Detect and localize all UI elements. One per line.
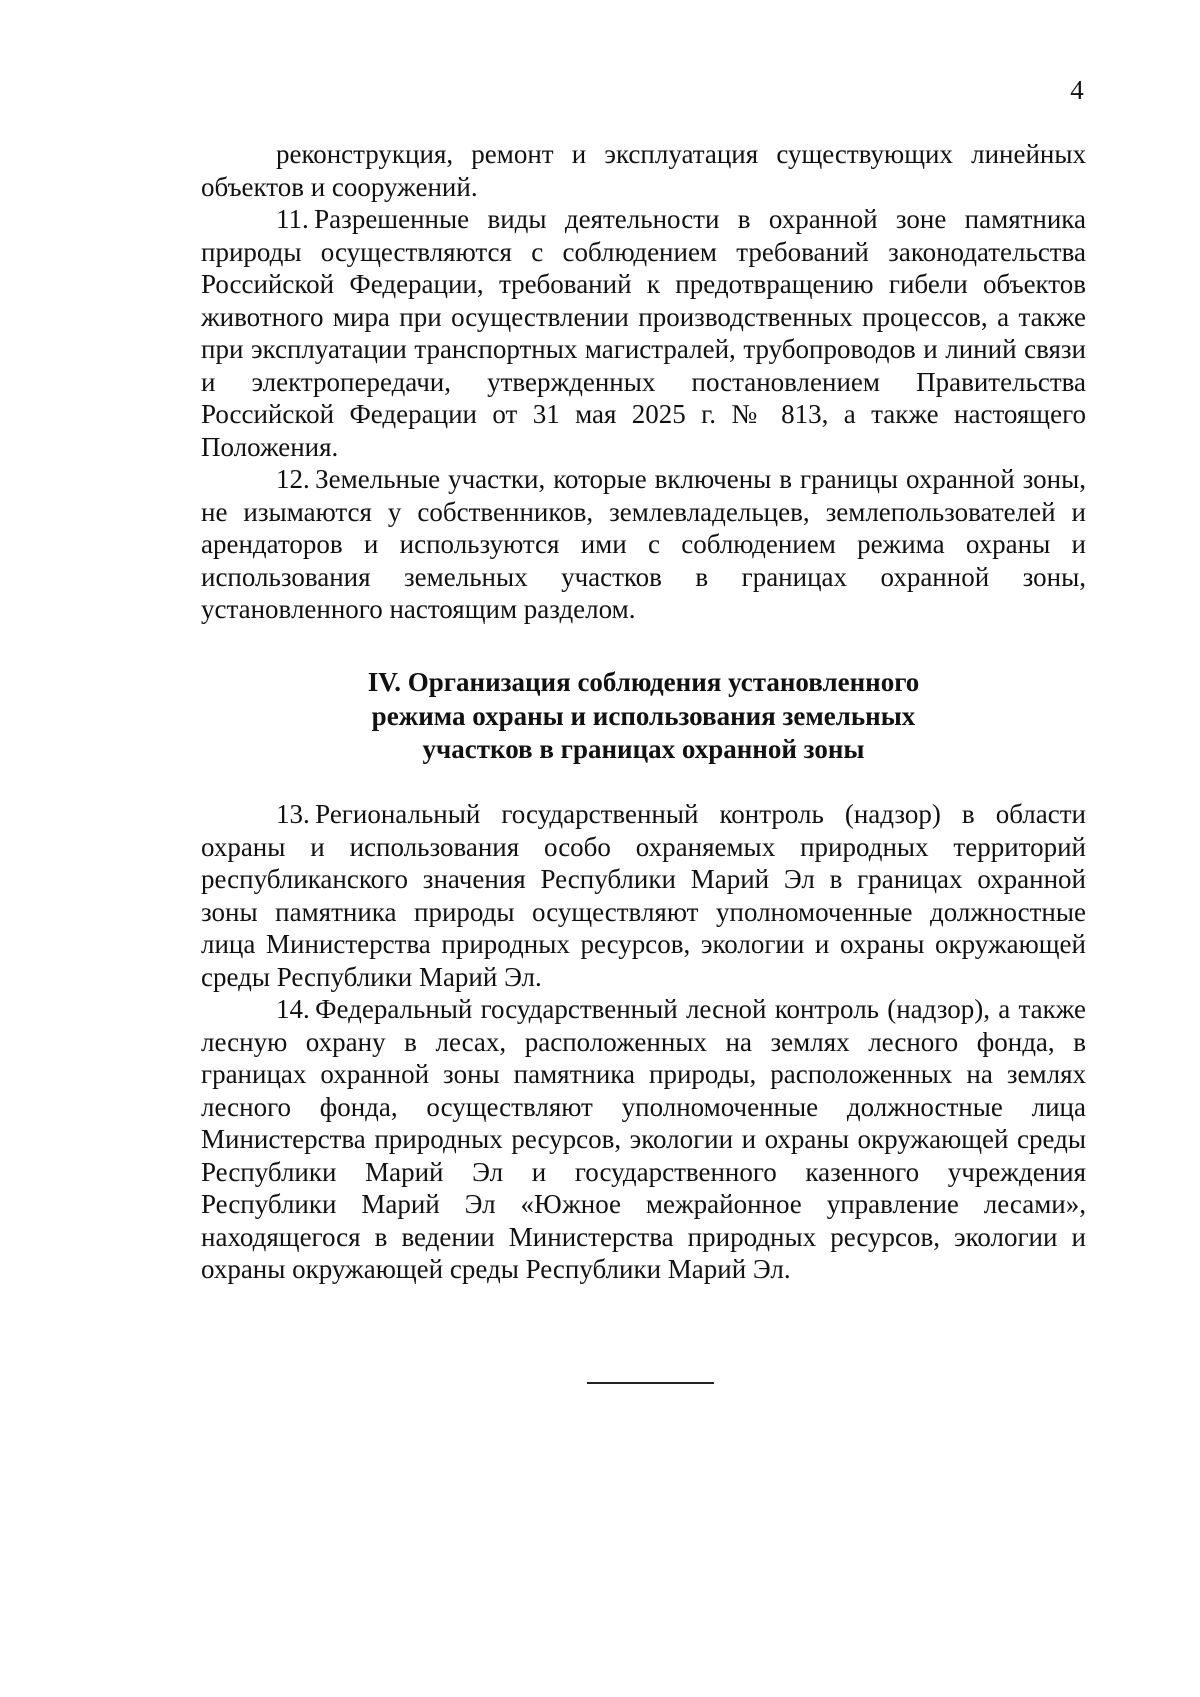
paragraph-number: 11. <box>276 204 309 234</box>
paragraph-14 <box>201 993 1086 1286</box>
heading-line: режима охраны и использования земельных <box>371 700 916 731</box>
paragraph-13 <box>201 798 1086 993</box>
paragraph-text: Разрешенные виды деятельности в охранной зоне памятника природы осуществляются с соблюдением требований законодательства Российской Федерации, требований к предотвращению гибели объектов животного мира при осуществлении производственных процессов, а также при эксплуатации транспортных магистралей, трубопроводов и линий связи и электропередачи, утвержденных постановлением Правительства Российской Федерации от 31 мая 2025 г. № 813, а также настоящего Положения. <box>201 204 1086 462</box>
paragraph-number: 13. <box>276 799 310 829</box>
section-3-tail <box>201 138 1086 626</box>
end-of-document-rule <box>587 1382 714 1384</box>
paragraph-number: 12. <box>276 464 310 494</box>
heading-line: IV. Организация соблюдения установленного <box>367 667 920 697</box>
page-number: 4 <box>1070 75 1084 105</box>
section-4-body <box>201 798 1086 1286</box>
paragraph-text: Земельные участки, которые включены в границы охранной зоны, не изымаются у собственников, землевладельцев, землепользователей и арендаторов и используются ими с соблюдением режима охраны и использования земельных участков в границах охранной зоны, установленного настоящим разделом. <box>201 464 1086 624</box>
paragraph-number: 14. <box>276 994 310 1024</box>
section-heading <box>201 666 1086 767</box>
paragraph-continuation: реконструкция, ремонт и эксплуатация существующих линейных объектов и сооружений. <box>201 139 1086 202</box>
heading-line: участков в границах охранной зоны <box>422 734 865 764</box>
paragraph-text: Федеральный государственный лесной контроль (надзор), а также лесную охрану в лесах, расположенных на землях лесного фонда, в границах охранной зоны памятника природы, расположенных на землях лесного фонда, осуществляют уполномоченные должностные лица Министерства природных ресурсов, экологии и охраны окружающей среды Республики Марий Эл и государственного казенного учреждения Республики Марий Эл «Южное межрайонное управление лесами», находящегося в ведении Министерства природных ресурсов, экологии и охраны окружающей среды Республики Марий Эл. <box>201 994 1086 1284</box>
paragraph-11 <box>201 203 1086 463</box>
paragraph-text: Региональный государственный контроль (надзор) в области охраны и использования особо охраняемых природных территорий республиканского значения Республики Марий Эл в границах охранной зоны памятника природы осуществляют уполномоченные должностные лица Министерства природных ресурсов, экологии и охраны окружающей среды Республики Марий Эл. <box>201 799 1086 992</box>
paragraph-12 <box>201 463 1086 626</box>
